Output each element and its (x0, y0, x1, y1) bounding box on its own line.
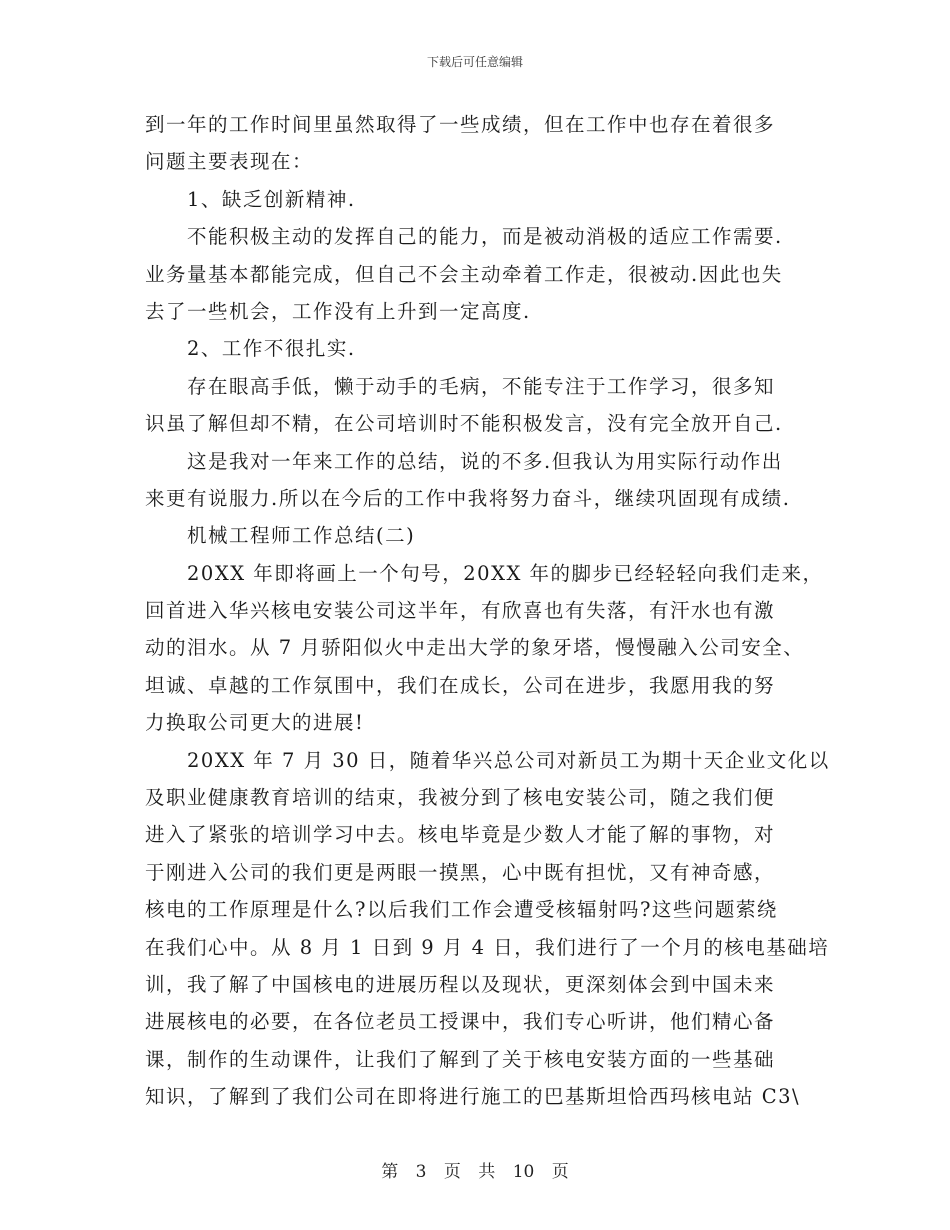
text-line: 20XX 年即将画上一个句号，20XX 年的脚步已经轻轻向我们走来， (187, 561, 824, 585)
total-label: 共 (478, 1162, 496, 1182)
text-line: 及职业健康教育培训的结束，我被分到了核电安装公司，随之我们便 (145, 786, 776, 810)
text-line: 课，制作的生动课件，让我们了解到了关于核电安装方面的一些基础 (145, 1047, 776, 1071)
text-line: 进入了紧张的培训学习中去。核电毕竟是少数人才能了解的事物，对 (145, 823, 776, 847)
list-heading: 2、工作不很扎实. (187, 337, 356, 361)
total-pages: 10 (512, 1162, 535, 1182)
text-line: 不能积极主动的发挥自己的能力，而是被动消极的适应工作需要. (187, 225, 783, 249)
page-number: 3 (415, 1162, 427, 1182)
section-title: 机械工程师工作总结(二) (187, 524, 416, 548)
text-line: 去了一些机会，工作没有上升到一定高度. (145, 299, 531, 323)
text-line: 进展核电的必要，在各位老员工授课中，我们专心听讲，他们精心备 (145, 1010, 776, 1034)
total-unit: 页 (551, 1162, 569, 1182)
document-body (145, 106, 830, 1116)
text-line: 坦诚、卓越的工作氛围中，我们在成长，公司在进步，我愿用我的努 (145, 673, 776, 697)
page-header: 下载后可任意编辑 (426, 55, 523, 69)
text-line: 20XX 年 7 月 30 日，随着华兴总公司对新员工为期十天企业文化以 (187, 748, 830, 772)
text-line: 核电的工作原理是什么?以后我们工作会遭受核辐射吗?这些问题萦绕 (145, 898, 778, 922)
page-unit: 页 (443, 1162, 461, 1182)
text-line: 这是我对一年来工作的总结，说的不多.但我认为用实际行动作出 (187, 449, 783, 473)
text-line: 力换取公司更大的进展! (145, 711, 365, 735)
text-line: 存在眼高手低，懒于动手的毛病，不能专注于工作学习，很多知 (187, 374, 776, 398)
text-line: 训，我了解了中国核电的进展历程以及现状，更深刻体会到中国未来 (145, 972, 776, 996)
text-line: 于刚进入公司的我们更是两眼一摸黑，心中既有担忧，又有神奇感， (145, 860, 776, 884)
text-line: 业务量基本都能完成，但自己不会主动牵着工作走，很被动.因此也失 (145, 262, 783, 286)
list-heading: 1、缺乏创新精神. (187, 187, 356, 211)
text-line: 在我们心中。从 8 月 1 日到 9 月 4 日，我们进行了一个月的核电基础培 (145, 935, 830, 959)
text-line: 问题主要表现在： (145, 150, 314, 174)
text-line: 来更有说服力.所以在今后的工作中我将努力奋斗，继续巩固现有成绩. (145, 486, 791, 510)
text-line: 到一年的工作时间里虽然取得了一些成绩，但在工作中也存在着很多 (145, 113, 776, 136)
text-line: 知识，了解到了我们公司在即将进行施工的巴基斯坦恰西玛核电站 C3\ (145, 1085, 801, 1109)
text-line: 回首进入华兴核电安装公司这半年，有欣喜也有失落，有汗水也有激 (145, 599, 776, 623)
page-label: 第 (381, 1162, 399, 1182)
page-footer (0, 1157, 950, 1182)
text-line: 动的泪水。从 7 月骄阳似火中走出大学的象牙塔，慢慢融入公司安全、 (145, 636, 805, 660)
text-line: 识虽了解但却不精，在公司培训时不能积极发言，没有完全放开自己. (145, 412, 783, 436)
